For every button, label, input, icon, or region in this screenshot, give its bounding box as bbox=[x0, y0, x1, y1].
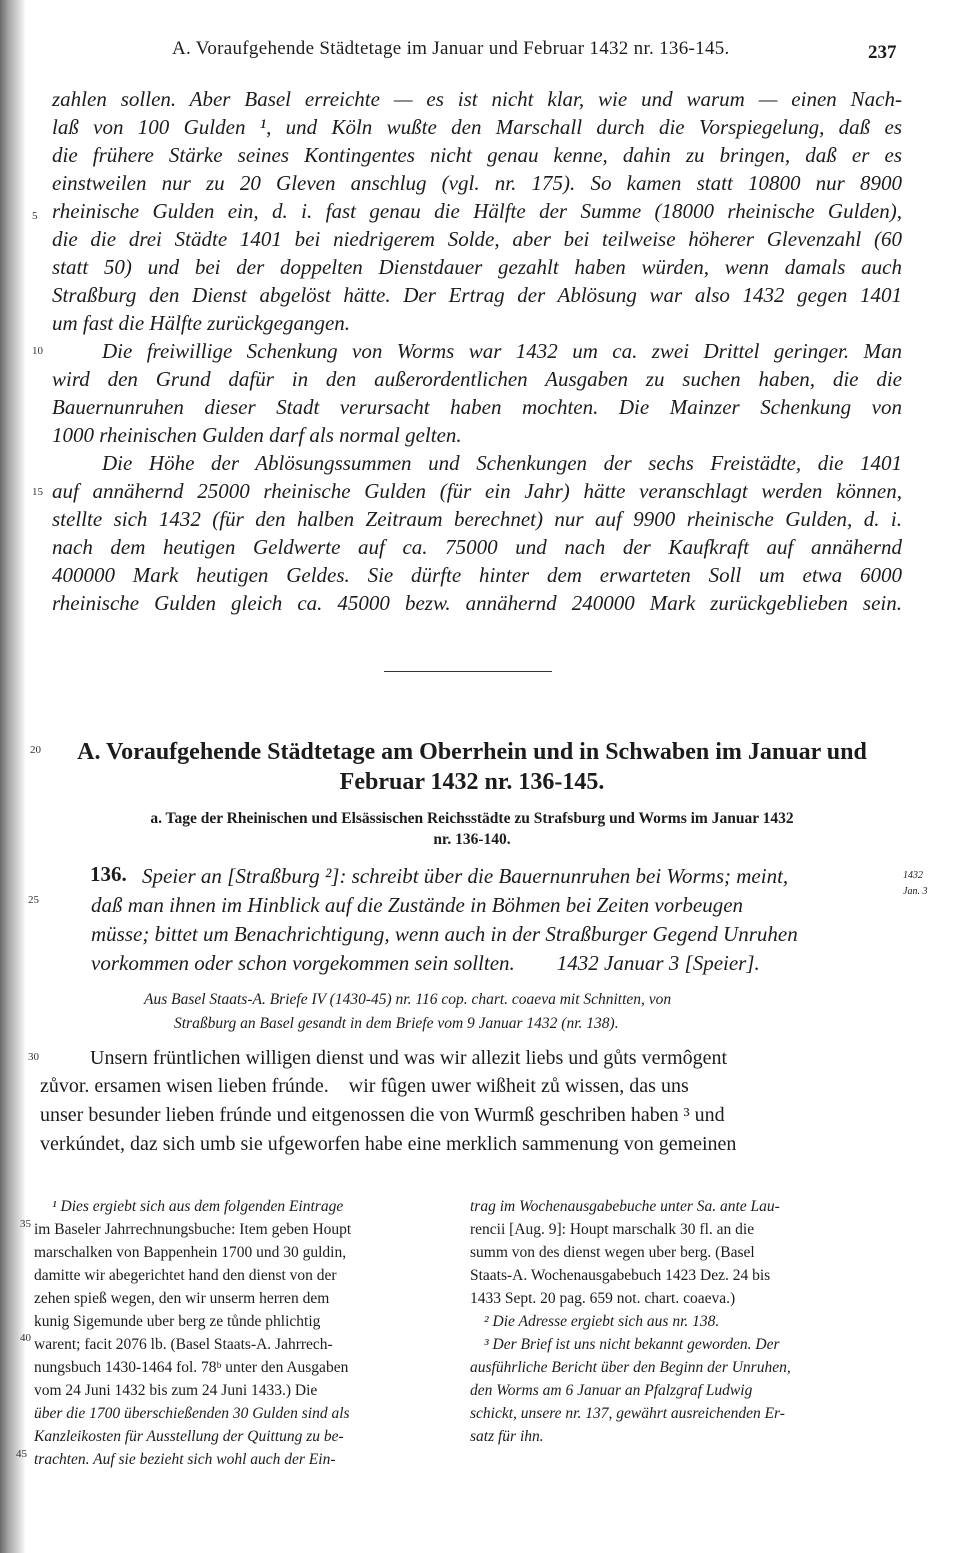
footnote-line: im Baseler Jahrrechnungsbuche: Item geben Houpt bbox=[34, 1221, 352, 1238]
footnote-line: schickt, unsere nr. 137, gewährt ausreichenden Er- bbox=[470, 1405, 785, 1422]
section-subtitle-line: nr. 136-140. bbox=[433, 831, 511, 848]
text-line: Straßburg den Dienst abgelöst hätte. Der Ertrag der Ablösung war also 1432 gegen 1401 bbox=[52, 283, 902, 307]
footnote-line: trag im Wochenausgabebuche unter Sa. ante Lau- bbox=[470, 1198, 780, 1215]
text-line: Die freiwillige Schenkung von Worms war 1432 um ca. zwei Drittel geringer. Man bbox=[102, 339, 902, 363]
footnote-line: ³ Der Brief ist uns nicht bekannt geworden. Der bbox=[484, 1336, 780, 1353]
book-spine-shadow bbox=[0, 0, 26, 1553]
section-subtitle bbox=[44, 808, 900, 850]
footnote-line: warent; facit 2076 lb. (Basel Staats-A. Jahrrech- bbox=[34, 1336, 333, 1353]
line-number: 35 bbox=[20, 1218, 31, 1230]
text-line: zahlen sollen. Aber Basel erreichte — es ist nicht klar, wie und warum — einen Nach- bbox=[52, 87, 902, 111]
text-line: rheinische Gulden ein, d. i. fast genau die Hälfte der Summe (18000 rheinische Gulden), bbox=[52, 199, 902, 223]
text-line: einstweilen nur zu 20 Gleven anschlug (vgl. nr. 175). So kamen statt 10800 nur 8900 bbox=[52, 171, 902, 195]
text-line: 400000 Mark heutigen Geldes. Sie dürfte hinter dem erwarteten Soll um etwa 6000 bbox=[52, 563, 902, 587]
footnote-line: trachten. Auf sie bezieht sich wohl auch der Ein- bbox=[34, 1451, 336, 1468]
text-line: nach dem heutigen Geldwerte auf ca. 75000 und nach der Kaufkraft auf annähernd bbox=[52, 535, 902, 559]
footnote-line: 1433 Sept. 20 pag. 659 not. chart. coaeva.) bbox=[470, 1290, 736, 1307]
footnote-line: kunig Sigemunde uber berg ze tůnde phlichtig bbox=[34, 1313, 321, 1330]
text-line: laß von 100 Gulden ¹, und Köln wußte den Marschall durch die Vorspiegelung, daß es bbox=[52, 115, 902, 139]
text-line: Die Höhe der Ablösungssummen und Schenkungen der sechs Freistädte, die 1401 bbox=[102, 451, 902, 475]
footnote-line: vom 24 Juni 1432 bis zum 24 Juni 1433.) Die bbox=[34, 1382, 318, 1399]
regest-number: 136. bbox=[90, 862, 127, 886]
regest-line: Speier an [Straßburg ²]: schreibt über die Bauernunruhen bei Worms; meint, bbox=[142, 864, 789, 888]
regest-line: vorkommen oder schon vorgekommen sein sollten. 1432 Januar 3 [Speier]. bbox=[91, 951, 760, 975]
document-line: verkúndet, daz sich umb sie ufgeworfen habe eine merklich sammenung von gemeinen bbox=[40, 1133, 737, 1155]
text-line: die frühere Stärke seines Kontingentes nicht genau kenne, dahin zu bringen, daß er es bbox=[52, 143, 902, 167]
footnote-line: Kanzleikosten für Ausstellung der Quittung zu be- bbox=[34, 1428, 344, 1445]
regest-line: daß man ihnen im Hinblick auf die Zustände in Böhmen bei Zeiten vorbeugen bbox=[91, 893, 744, 917]
line-number: 15 bbox=[32, 486, 43, 498]
line-number: 45 bbox=[16, 1448, 27, 1460]
section-title-line: A. Voraufgehende Städtetage am Oberrhein und in Schwaben im Januar und bbox=[77, 739, 867, 765]
text-line: stellte sich 1432 (für den halben Zeitraum berechnet) nur auf 9900 rheinische Gulden, d. i. bbox=[52, 507, 902, 531]
margin-date-year: 1432 bbox=[903, 870, 923, 881]
footnote-line: marschalken von Bappenhein 1700 und 30 guldin, bbox=[34, 1244, 347, 1261]
text-line: statt 50) und bei der doppelten Dienstdauer gezahlt haben würden, wenn damals auch bbox=[52, 255, 902, 279]
document-line: unser besunder lieben frúnde und eitgenossen die von Wurmß geschriben haben ³ und bbox=[40, 1104, 725, 1126]
footnote-line: zehen spieß wegen, den wir unserm herren dem bbox=[34, 1290, 330, 1307]
text-line: 1000 rheinischen Gulden darf als normal gelten. bbox=[52, 423, 462, 447]
line-number: 10 bbox=[32, 345, 43, 357]
margin-date-day: Jan. 3 bbox=[903, 886, 928, 897]
footnote-line: ¹ Dies ergiebt sich aus dem folgenden Eintrage bbox=[52, 1198, 344, 1215]
document-line: zůvor. ersamen wisen lieben frúnde. wir fûgen uwer wißheit zů wissen, das uns bbox=[40, 1075, 689, 1097]
section-divider bbox=[384, 671, 552, 672]
document-line: Unsern früntlichen willigen dienst und was wir allezit liebs und gůts vermôgent bbox=[90, 1047, 728, 1069]
footnote-line: über die 1700 überschießenden 30 Gulden sind als bbox=[34, 1405, 350, 1422]
footnote-line: nungsbuch 1430-1464 fol. 78ᵇ unter den Ausgaben bbox=[34, 1359, 349, 1376]
regest-line: müsse; bittet um Benachrichtigung, wenn auch in der Straßburger Gegend Unruhen bbox=[91, 922, 798, 946]
line-number: 30 bbox=[28, 1051, 39, 1063]
text-line: um fast die Hälfte zurückgegangen. bbox=[52, 311, 351, 335]
section-title-line: Februar 1432 nr. 136-145. bbox=[339, 769, 605, 795]
line-number: 25 bbox=[28, 894, 39, 906]
page-number: 237 bbox=[868, 42, 897, 63]
line-number: 5 bbox=[32, 210, 38, 222]
running-header: A. Voraufgehende Städtetage im Januar und Februar 1432 nr. 136-145. bbox=[172, 38, 730, 59]
footnote-line: ausführliche Bericht über den Beginn der Unruhen, bbox=[470, 1359, 791, 1376]
text-line: wird den Grund dafür in den außerordentlichen Ausgaben zu suchen haben, die die bbox=[52, 367, 902, 391]
footnote-line: den Worms am 6 Januar an Pfalzgraf Ludwig bbox=[470, 1382, 753, 1399]
text-line: Bauernunruhen dieser Stadt verursacht haben mochten. Die Mainzer Schenkung von bbox=[52, 395, 902, 419]
line-number: 20 bbox=[30, 744, 41, 756]
section-title bbox=[46, 737, 898, 797]
section-subtitle-line: a. Tage der Rheinischen und Elsässischen Reichsstädte zu Strafsburg und Worms im Januar 1432 bbox=[150, 810, 794, 827]
text-line: auf annähernd 25000 rheinische Gulden (für ein Jahr) hätte veranschlagt werden können, bbox=[52, 479, 902, 503]
footnote-line: Staats-A. Wochenausgabebuch 1423 Dez. 24 bis bbox=[470, 1267, 771, 1284]
footnote-line: ² Die Adresse ergiebt sich aus nr. 138. bbox=[484, 1313, 720, 1330]
text-line: die die drei Städte 1401 bei niedrigerem Solde, aber bei teilweise höherer Glevenzahl (60 bbox=[52, 227, 902, 251]
footnote-line: satz für ihn. bbox=[470, 1428, 544, 1445]
text-line: rheinische Gulden gleich ca. 45000 bezw. annähernd 240000 Mark zurückgeblieben sein. bbox=[52, 591, 902, 615]
line-number: 40 bbox=[20, 1332, 31, 1344]
source-line: Straßburg an Basel gesandt in dem Briefe vom 9 Januar 1432 (nr. 138). bbox=[174, 1015, 619, 1032]
source-line: Aus Basel Staats-A. Briefe IV (1430-45) nr. 116 cop. chart. coaeva mit Schnitten, von bbox=[144, 991, 672, 1008]
footnote-line: rencii [Aug. 9]: Houpt marschalk 30 fl. an die bbox=[470, 1221, 755, 1238]
footnote-line: summ von des dienst wegen uber berg. (Basel bbox=[470, 1244, 755, 1261]
footnote-line: damitte wir abegerichtet hand den dienst von der bbox=[34, 1267, 337, 1284]
